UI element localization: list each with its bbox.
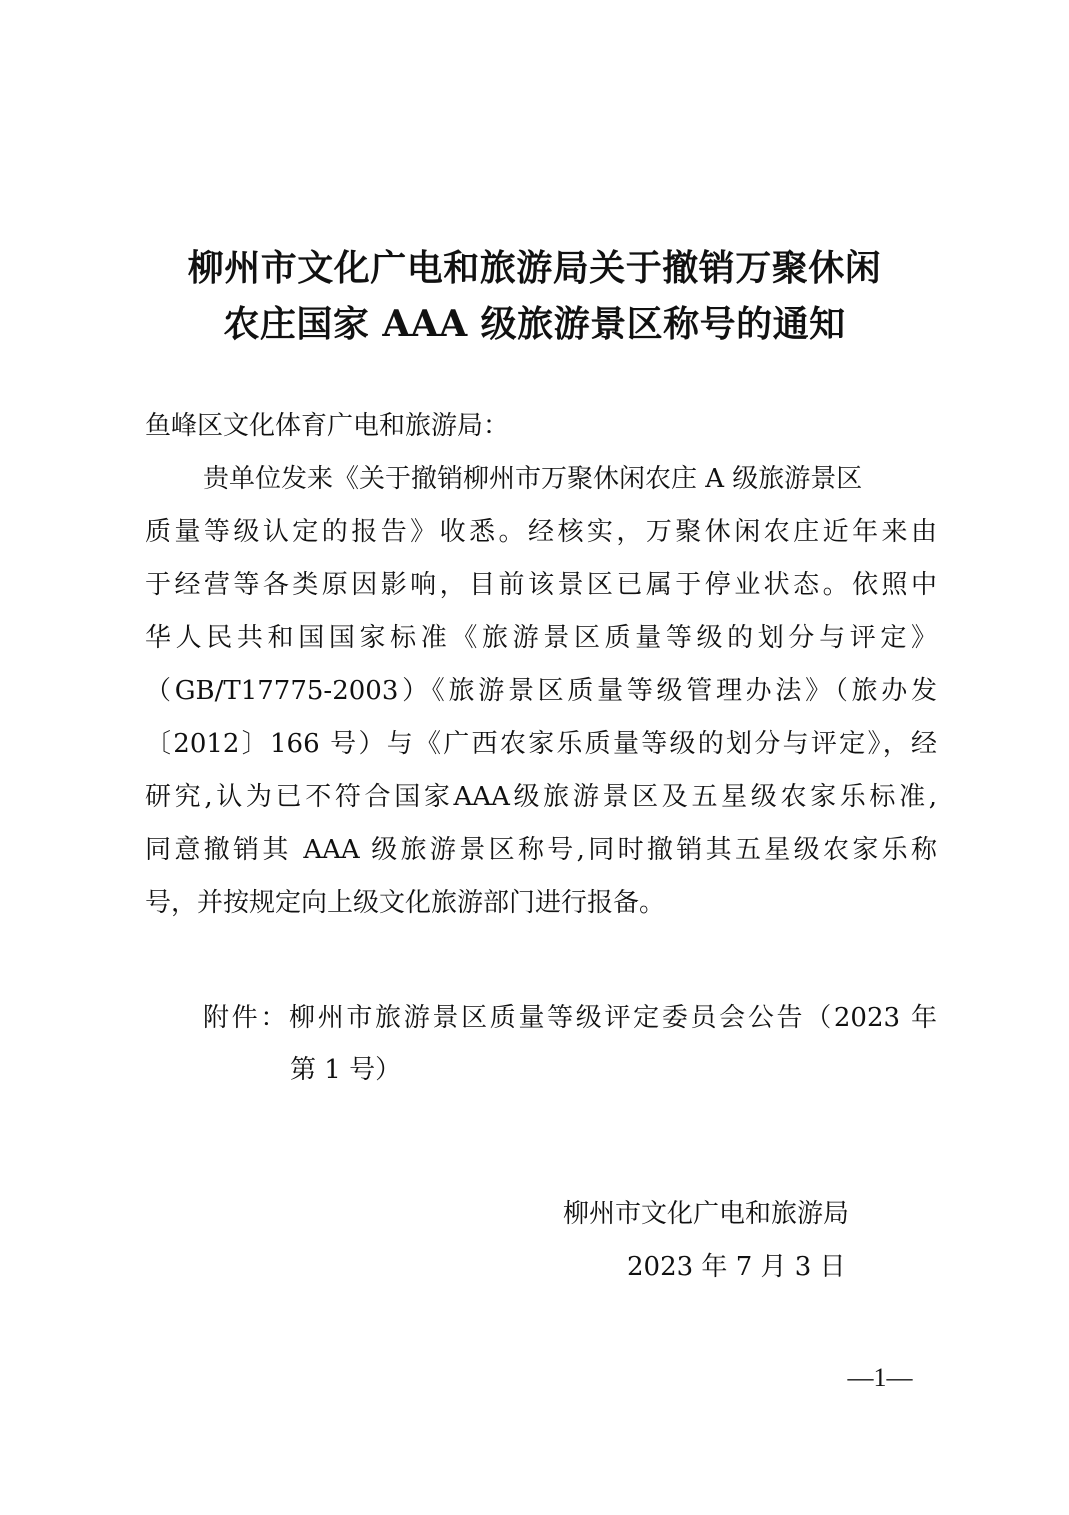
page-number: —1— (847, 1363, 913, 1392)
issue-date: 2023 年 7 月 3 日 (627, 1252, 846, 1282)
body-line-5: （GB/T17775-2003）《旅游景区质量等级管理办法》（旅办发 (145, 676, 937, 706)
document-title-line-2: 农庄国家 AAA 级旅游景区称号的通知 (223, 303, 846, 345)
document-title-line-1: 柳州市文化广电和旅游局关于撤销万聚休闲 (187, 247, 882, 289)
body-line-4: 华人民共和国国家标准《旅游景区质量等级的划分与评定》 (145, 623, 937, 653)
body-line-3: 于经营等各类原因影响，目前该景区已属于停业状态。依照中 (145, 570, 937, 600)
body-line-7: 研究,认为已不符合国家AAA级旅游景区及五星级农家乐标准, (145, 782, 937, 812)
body-line-9: 号，并按规定向上级文化旅游部门进行报备。 (145, 888, 666, 918)
body-line-6: 〔2012〕166 号）与《广西农家乐质量等级的划分与评定》，经 (145, 729, 937, 759)
salutation: 鱼峰区文化体育广电和旅游局： (145, 411, 510, 441)
body-line-1: 贵单位发来《关于撤销柳州市万聚休闲农庄 A 级旅游景区 (203, 464, 863, 494)
body-line-2: 质量等级认定的报告》收悉。经核实，万聚休闲农庄近年来由 (145, 517, 937, 547)
body-line-8: 同意撤销其 AAA 级旅游景区称号,同时撤销其五星级农家乐称 (145, 835, 937, 865)
attachment-line-2: 第 1 号） (290, 1055, 402, 1085)
issuer-name: 柳州市文化广电和旅游局 (563, 1199, 850, 1229)
attachment-line-1: 附件：柳州市旅游景区质量等级评定委员会公告（2023 年 (203, 1003, 937, 1033)
